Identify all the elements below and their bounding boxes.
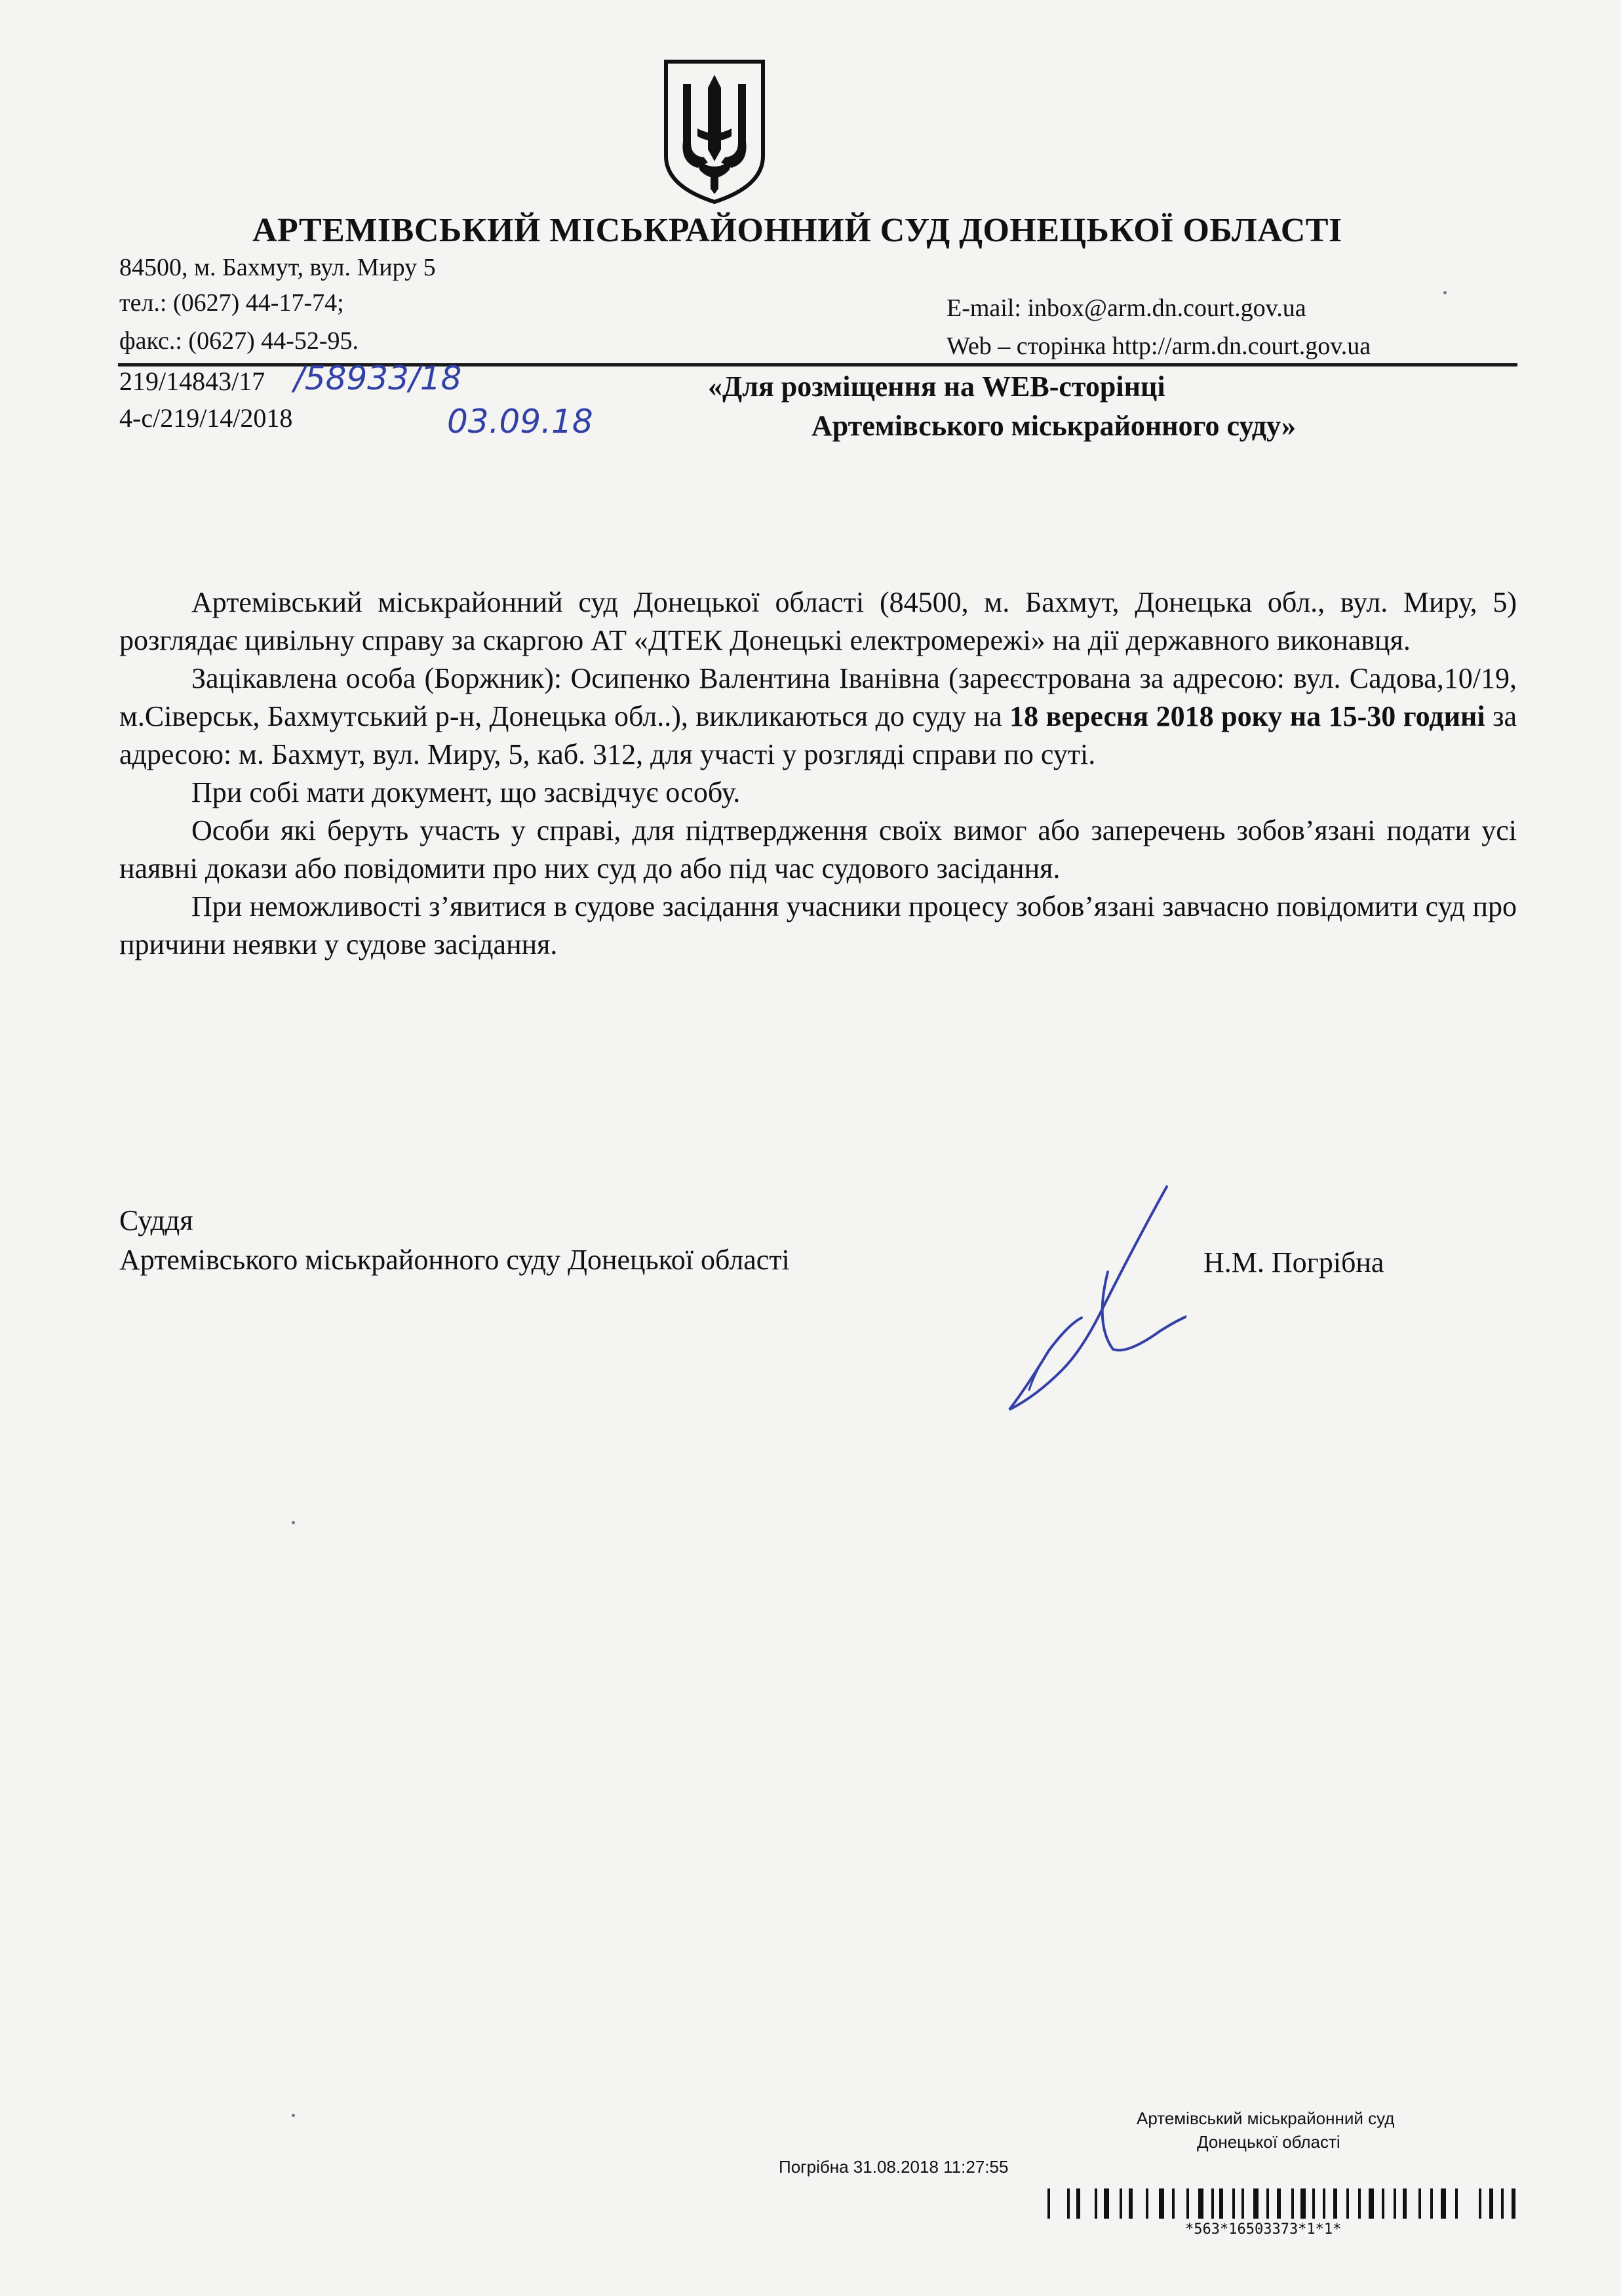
handwritten-registration-number: /58933/18 <box>294 359 462 397</box>
hearing-datetime: 18 вересня 2018 року на 15-30 годині <box>1009 700 1485 732</box>
scan-speck <box>292 1521 295 1524</box>
coat-of-arms-icon <box>661 58 768 206</box>
web-publication-note-line1: «Для розміщення на WEB-сторінці <box>708 370 1165 403</box>
paragraph-evidence: Особи які беруть участь у справі, для підтвердження своїх вимог або заперечень зобов’язані подати усі наявні докази або повідомити про них суд до або під час судового засідання. <box>119 814 1517 884</box>
barcode-number: *563*16503373*1*1* <box>1185 2221 1342 2238</box>
court-name-heading: АРТЕМІВСЬКИЙ МІСЬКРАЙОННИЙ СУД ДОНЕЦЬКОЇ ОБЛАСТІ <box>252 212 1342 249</box>
paragraph-id-document: При собі мати документ, що засвідчує особу. <box>191 776 741 808</box>
court-address: 84500, м. Бахмут, вул. Миру 5 <box>119 254 436 281</box>
paragraph-absence-notice: При неможливості з’явитися в судове засідання учасники процесу зобов’язані завчасно повідомити суд про причини неявки у судове засідання. <box>119 890 1517 960</box>
paragraph-summons <box>119 660 1517 774</box>
case-number: 219/14843/17 <box>119 366 265 396</box>
summons-text-part2: за адресою: м. Бахмут, вул. Миру, 5, каб. 312, для участі у розгляді справи по суті. <box>119 700 1517 770</box>
court-fax: факс.: (0627) 44-52-95. <box>119 327 359 355</box>
summons-text-part1: Зацікавлена особа (Боржник): Осипенко Валентина Іванівна (зареєстрована за адресою: вул. Садова,10/19, м.Сіверськ, Бахмутський р-н, Донецька обл..), викликаються до суду на <box>119 662 1517 732</box>
stamp-court-line2: Донецької області <box>1197 2132 1340 2152</box>
barcode-icon <box>1047 2188 1519 2219</box>
handwritten-date: 03.09.18 <box>447 403 593 441</box>
web-publication-note-line2: Артемівського міськрайонного суду» <box>811 410 1297 442</box>
paragraph-case-description: Артемівський міськрайонний суд Донецької області (84500, м. Бахмут, Донецька обл., вул. Миру, 5) розглядає цивільну справу за скаргою АТ «ДТЕК Донецькі електромережі» на дії державного виконавця. <box>119 586 1517 656</box>
scan-speck <box>1443 291 1447 294</box>
court-website: Web – сторінка http://arm.dn.court.gov.ua <box>947 332 1371 360</box>
stamp-court-line1: Артемівський міськрайонний суд <box>1137 2108 1395 2128</box>
court-phone: тел.: (0627) 44-17-74; <box>119 289 344 317</box>
court-email: E-mail: inbox@arm.dn.court.gov.ua <box>947 294 1306 322</box>
signatory-court: Артемівського міськрайонного суду Донецької області <box>119 1244 790 1276</box>
judge-name: Н.М. Погрібна <box>1203 1246 1384 1278</box>
scan-speck <box>292 2114 295 2117</box>
handwritten-signature <box>996 1174 1186 1429</box>
proceeding-number: 4-с/219/14/2018 <box>119 403 293 433</box>
notice-body <box>119 584 1517 964</box>
signatory-title: Суддя <box>119 1204 193 1237</box>
registration-stamp: Погрібна 31.08.2018 11:27:55 <box>779 2157 1009 2177</box>
